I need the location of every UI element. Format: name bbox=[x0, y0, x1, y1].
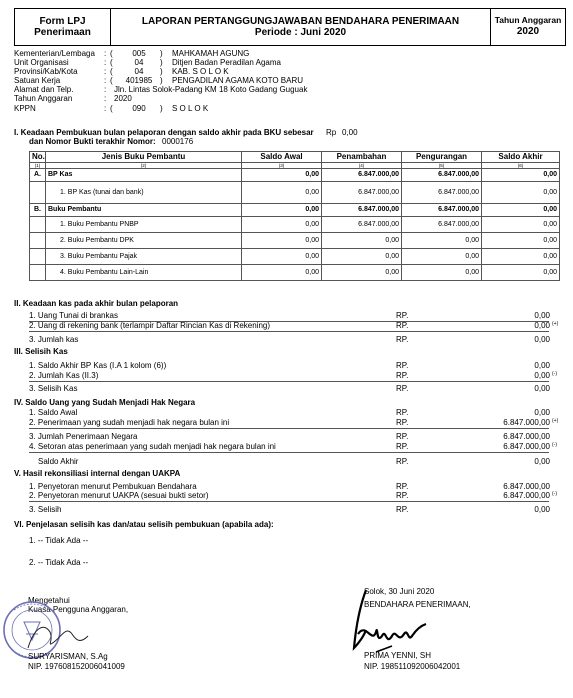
budget-year-value: 2020 bbox=[114, 94, 132, 103]
line-rp: RP. bbox=[396, 311, 409, 320]
line-rp: RP. bbox=[396, 505, 409, 514]
identity-paren-close: ) bbox=[160, 76, 163, 85]
table-header-row bbox=[30, 152, 560, 163]
identity-colon: : bbox=[104, 76, 107, 85]
section1-rp: Rp bbox=[326, 128, 337, 137]
identity-paren-open: ( bbox=[110, 58, 113, 67]
line-label: 3. Selisih Kas bbox=[29, 384, 78, 393]
row-name: 2. Buku Pembantu DPK bbox=[46, 233, 242, 249]
table-row bbox=[30, 249, 560, 265]
identity-label: Kementerian/Lembaga bbox=[14, 49, 95, 58]
row-value-cell: 6.847.000,00 bbox=[402, 217, 482, 233]
line-label: 2. Penerimaan yang sudah menjadi hak negara bulan ini bbox=[29, 418, 230, 427]
line-sign: (-) bbox=[552, 491, 557, 497]
line-label: 3. Selisih bbox=[29, 505, 62, 514]
fiscal-year-cell bbox=[491, 9, 565, 45]
row-number bbox=[30, 233, 46, 249]
line-rp: RP. bbox=[396, 457, 409, 466]
table-row bbox=[30, 169, 560, 182]
section6-item: 2. -- Tidak Ada -- bbox=[29, 558, 89, 567]
row-value-cell: 0,00 bbox=[482, 233, 560, 249]
section3-title: III. Selisih Kas bbox=[14, 347, 68, 356]
row-number bbox=[30, 249, 46, 265]
fiscal-year-label: Tahun Anggaran bbox=[494, 15, 562, 26]
row-value-cell: 0,00 bbox=[322, 233, 402, 249]
identity-name: Ditjen Badan Peradilan Agama bbox=[172, 58, 281, 67]
section4-title: IV. Saldo Uang yang Sudah Menjadi Hak Negara bbox=[14, 398, 196, 407]
line-amount: 6.847.000,00 bbox=[503, 418, 550, 427]
line-amount: 0,00 bbox=[534, 505, 550, 514]
col-number: (2) bbox=[46, 163, 242, 169]
identity-paren-close: ) bbox=[160, 58, 163, 67]
kppn-name: S O L O K bbox=[172, 104, 209, 113]
row-number: A. bbox=[30, 169, 46, 182]
row-value-cell: 0,00 bbox=[482, 169, 560, 182]
row-number bbox=[30, 217, 46, 233]
left-sign-line2: Kuasa Pengguna Anggaran, bbox=[28, 605, 129, 614]
row-value-cell: 0,00 bbox=[322, 249, 402, 265]
identity-colon: : bbox=[104, 58, 107, 67]
table-row bbox=[30, 182, 560, 204]
identity-colon: : bbox=[104, 49, 107, 58]
identity-label: Unit Organisasi bbox=[14, 58, 69, 67]
line-amount: 0,00 bbox=[534, 321, 550, 330]
col-number: (1) bbox=[30, 163, 46, 169]
section6-title: VI. Penjelasan selisih kas dan/atau selisih pembukuan (apabila ada): bbox=[14, 520, 274, 529]
row-value-cell: 0,00 bbox=[242, 249, 322, 265]
section6-item: 1. -- Tidak Ada -- bbox=[29, 536, 89, 545]
row-value-cell: 6.847.000,00 bbox=[322, 217, 402, 233]
section5-title: V. Hasil rekonsiliasi internal dengan UAKPA bbox=[14, 469, 181, 478]
row-value-cell: 0,00 bbox=[402, 233, 482, 249]
right-signer-nip: NIP. 198511092006042001 bbox=[364, 662, 461, 671]
left-signer-name: SURYARISMAN, S.Ag bbox=[28, 652, 108, 661]
row-value-cell: 0,00 bbox=[482, 217, 560, 233]
identity-label: Provinsi/Kab/Kota bbox=[14, 67, 78, 76]
line-rp: RP. bbox=[396, 321, 409, 330]
line-sign: (+) bbox=[552, 321, 559, 327]
kppn-label: KPPN bbox=[14, 104, 36, 113]
address-value: Jln. Lintas Solok-Padang KM 18 Koto Gadang Guguak bbox=[114, 85, 308, 94]
line-amount: 0,00 bbox=[534, 457, 550, 466]
sum-divider bbox=[29, 428, 549, 429]
line-amount: 0,00 bbox=[534, 311, 550, 320]
identity-label: Satuan Kerja bbox=[14, 76, 61, 85]
row-value-cell: 0,00 bbox=[482, 204, 560, 217]
line-rp: RP. bbox=[396, 335, 409, 344]
row-value-cell: 0,00 bbox=[242, 169, 322, 182]
table-row bbox=[30, 217, 560, 233]
row-value-cell: 6.847.000,00 bbox=[402, 182, 482, 204]
identity-paren-open: ( bbox=[110, 104, 113, 113]
identity-code: 005 bbox=[132, 49, 146, 58]
left-signature-icon bbox=[24, 618, 94, 654]
line-label: 2. Jumlah Kas (II.3) bbox=[29, 371, 99, 380]
address-label: Alamat dan Telp. bbox=[14, 85, 74, 94]
line-rp: RP. bbox=[396, 408, 409, 417]
line-amount: 0,00 bbox=[534, 335, 550, 344]
section1-amount: 0,00 bbox=[342, 128, 358, 137]
row-value-cell: 0,00 bbox=[242, 233, 322, 249]
row-name: Buku Pembantu bbox=[46, 204, 242, 217]
line-label: 2. Uang di rekening bank (terlampir Daftar Rincian Kas di Rekening) bbox=[29, 321, 271, 330]
line-amount: 0,00 bbox=[534, 384, 550, 393]
line-rp: RP. bbox=[396, 482, 409, 491]
line-label: 4. Setoran atas penerimaan yang sudah menjadi hak negara bulan ini bbox=[29, 442, 276, 451]
section1-bukti-number: 0000176 bbox=[162, 137, 194, 146]
row-name: 1. BP Kas (tunai dan bank) bbox=[46, 182, 242, 204]
row-value-cell: 0,00 bbox=[402, 265, 482, 281]
line-rp: RP. bbox=[396, 432, 409, 441]
identity-code: 04 bbox=[134, 58, 144, 67]
report-title-cell bbox=[111, 9, 491, 45]
row-value-cell: 0,00 bbox=[482, 265, 560, 281]
line-label: 2. Penyetoran menurut UAKPA (sesuai bukti setor) bbox=[29, 491, 209, 500]
line-label: Saldo Akhir bbox=[38, 457, 79, 466]
left-sign-line1: Mengetahui bbox=[28, 596, 70, 605]
line-sign: (-) bbox=[552, 371, 557, 377]
identity-colon: : bbox=[104, 67, 107, 76]
row-value-cell: 0,00 bbox=[242, 265, 322, 281]
identity-paren-close: ) bbox=[160, 67, 163, 76]
col-header-penambahan: Penambahan bbox=[322, 152, 402, 163]
section1-bukti-label: dan Nomor Bukti terakhir Nomor: bbox=[29, 137, 156, 146]
right-sign-position: BENDAHARA PENERIMAAN, bbox=[364, 600, 471, 609]
row-name: 3. Buku Pembantu Pajak bbox=[46, 249, 242, 265]
identity-name: KAB. S O L O K bbox=[172, 67, 229, 76]
sum-divider bbox=[29, 331, 549, 332]
sum-divider bbox=[29, 381, 549, 382]
line-amount: 0,00 bbox=[534, 361, 550, 370]
identity-code: 04 bbox=[134, 67, 144, 76]
form-code-cell bbox=[15, 9, 111, 45]
col-header-saldo-akhir: Saldo Akhir bbox=[482, 152, 560, 163]
report-period: Periode : Juni 2020 bbox=[254, 27, 347, 38]
buku-pembantu-table bbox=[29, 151, 560, 281]
line-label: 1. Penyetoran menurut Pembukuan Bendahara bbox=[29, 482, 197, 491]
form-code-line2: Penerimaan bbox=[34, 27, 91, 38]
row-value-cell: 6.847.000,00 bbox=[322, 182, 402, 204]
table-row bbox=[30, 265, 560, 281]
identity-code: 401985 bbox=[125, 76, 153, 85]
line-label: 3. Jumlah kas bbox=[29, 335, 79, 344]
row-value-cell: 0,00 bbox=[482, 182, 560, 204]
identity-paren-close: ) bbox=[160, 49, 163, 58]
form-code-line1: Form LPJ bbox=[39, 15, 86, 27]
budget-year-label: Tahun Anggaran bbox=[14, 94, 73, 103]
identity-paren-open: ( bbox=[110, 49, 113, 58]
line-amount: 6.847.000,00 bbox=[503, 442, 550, 451]
row-value-cell: 6.847.000,00 bbox=[322, 169, 402, 182]
line-rp: RP. bbox=[396, 442, 409, 451]
line-sign: (-) bbox=[552, 442, 557, 448]
line-amount: 6.847.000,00 bbox=[503, 482, 550, 491]
identity-colon: : bbox=[104, 104, 107, 113]
row-number bbox=[30, 265, 46, 281]
row-number: B. bbox=[30, 204, 46, 217]
col-header-no: No. bbox=[30, 152, 46, 163]
col-number: (4) bbox=[322, 163, 402, 169]
identity-paren-open: ( bbox=[110, 76, 113, 85]
line-label: 1. Uang Tunai di brankas bbox=[29, 311, 118, 320]
line-rp: RP. bbox=[396, 384, 409, 393]
line-sign: (+) bbox=[552, 418, 559, 424]
row-value-cell: 0,00 bbox=[242, 217, 322, 233]
fiscal-year-value: 2020 bbox=[516, 26, 540, 38]
identity-name: PENGADILAN AGAMA KOTO BARU bbox=[172, 76, 303, 85]
report-title: LAPORAN PERTANGGUNGJAWABAN BENDAHARA PENERIMAAN bbox=[141, 15, 460, 27]
row-value-cell: 6.847.000,00 bbox=[322, 204, 402, 217]
identity-colon: : bbox=[104, 94, 107, 103]
table-row bbox=[30, 233, 560, 249]
identity-paren-close: ) bbox=[160, 104, 163, 113]
line-rp: RP. bbox=[396, 418, 409, 427]
line-amount: 6.847.000,00 bbox=[503, 432, 550, 441]
row-value-cell: 0,00 bbox=[322, 265, 402, 281]
identity-name: MAHKAMAH AGUNG bbox=[172, 49, 250, 58]
row-name: 4. Buku Pembantu Lain-Lain bbox=[46, 265, 242, 281]
left-signer-nip: NIP. 197608152006041009 bbox=[28, 662, 125, 671]
line-label: 1. Saldo Akhir BP Kas (I.A 1 kolom (6)) bbox=[29, 361, 167, 370]
kppn-code: 090 bbox=[132, 104, 146, 113]
col-header-pengurangan: Pengurangan bbox=[402, 152, 482, 163]
row-name: 1. Buku Pembantu PNBP bbox=[46, 217, 242, 233]
col-number: (3) bbox=[242, 163, 322, 169]
table-row bbox=[30, 204, 560, 217]
row-value-cell: 0,00 bbox=[242, 182, 322, 204]
row-name: BP Kas bbox=[46, 169, 242, 182]
row-value-cell: 6.847.000,00 bbox=[402, 169, 482, 182]
section1-title: I. Keadaan Pembukuan bulan pelaporan dengan saldo akhir pada BKU sebesar bbox=[14, 128, 314, 137]
line-amount: 0,00 bbox=[534, 371, 550, 380]
table-body bbox=[30, 169, 560, 281]
row-value-cell: 0,00 bbox=[242, 204, 322, 217]
row-value-cell: 0,00 bbox=[482, 249, 560, 265]
right-sign-place-date: Solok, 30 Juni 2020 bbox=[364, 587, 435, 596]
line-label: 1. Saldo Awal bbox=[29, 408, 78, 417]
line-label: 3. Jumlah Penerimaan Negara bbox=[29, 432, 138, 441]
right-signer-name: PRIMA YENNI, SH bbox=[364, 651, 431, 660]
col-header-jenis: Jenis Buku Pembantu bbox=[46, 152, 242, 163]
sum-divider bbox=[29, 501, 549, 502]
line-amount: 6.847.000,00 bbox=[503, 491, 550, 500]
col-number: (5) bbox=[402, 163, 482, 169]
line-rp: RP. bbox=[396, 371, 409, 380]
identity-paren-open: ( bbox=[110, 67, 113, 76]
identity-colon: : bbox=[104, 85, 107, 94]
col-header-saldo-awal: Saldo Awal bbox=[242, 152, 322, 163]
row-number bbox=[30, 182, 46, 204]
line-rp: RP. bbox=[396, 361, 409, 370]
line-rp: RP. bbox=[396, 491, 409, 500]
document-header bbox=[14, 8, 566, 46]
sum-divider bbox=[29, 452, 549, 453]
row-value-cell: 0,00 bbox=[402, 249, 482, 265]
line-amount: 0,00 bbox=[534, 408, 550, 417]
row-value-cell: 6.847.000,00 bbox=[402, 204, 482, 217]
section2-title: II. Keadaan kas pada akhir bulan pelaporan bbox=[14, 299, 179, 308]
col-number: (6) bbox=[482, 163, 560, 169]
